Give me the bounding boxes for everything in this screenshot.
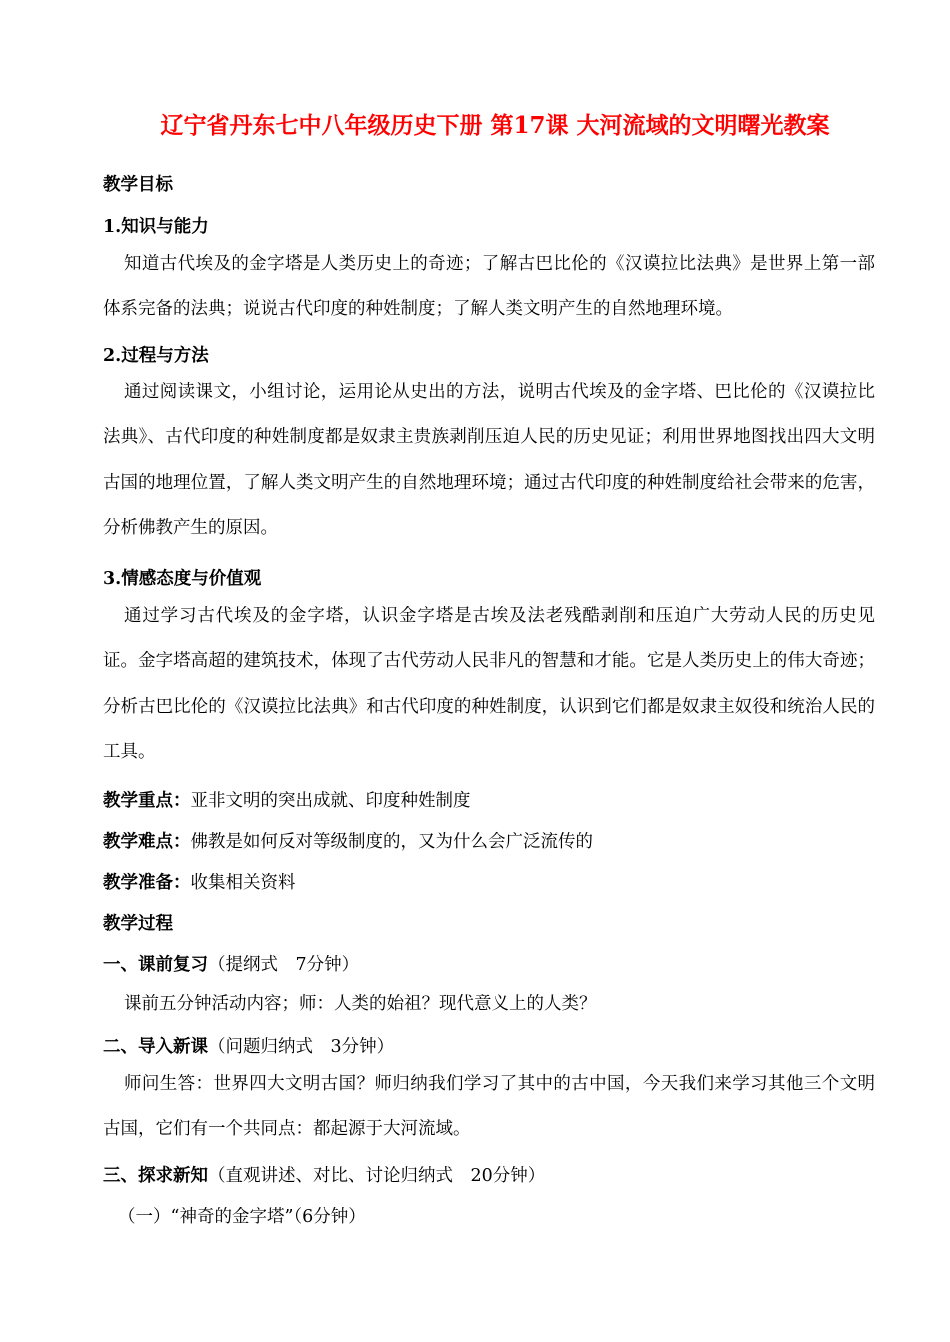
step2-heading bbox=[103, 1033, 394, 1058]
step3-note: （直观讲述、对比、讨论归纳式 20分钟） bbox=[208, 1166, 546, 1186]
step1-label: 一、课前复习 bbox=[103, 955, 208, 975]
step2-note: （问题归纳式 3分钟） bbox=[208, 1037, 395, 1057]
objectives-heading: 教学目标 bbox=[103, 175, 173, 195]
subsection-1-heading: （一）“神奇的金字塔”（6分钟） bbox=[118, 1207, 366, 1227]
step3-label: 三、探求新知 bbox=[103, 1166, 208, 1186]
step1-text: 课前五分钟活动内容；师：人类的始祖？现代意义上的人类？ bbox=[124, 994, 597, 1014]
step1-heading bbox=[103, 951, 359, 976]
process-text: 通过阅读课文，小组讨论，运用论从史出的方法，说明古代埃及的金字塔、巴比伦的《汉谟拉比法典》、古代印度的种姓制度都是奴隶主贵族剥削压迫人民的历史见证；利用世界地图找出四大文明古国的地理位置，了解人类文明产生的自然地理环境；通过古代印度的种姓制度给社会带来的危害，分析佛教产生的原因。 bbox=[103, 382, 875, 538]
preparation-label: 教学准备： bbox=[103, 873, 191, 893]
document-title: 辽宁省丹东七中八年级历史下册 第17课 大河流域的文明曙光教案 bbox=[160, 112, 830, 139]
step1-note: （提纲式 7分钟） bbox=[208, 955, 360, 975]
step2-text: 师问生答：世界四大文明古国？师归纳我们学习了其中的古中国，今天我们来学习其他三个文明古国，它们有一个共同点：都起源于大河流域。 bbox=[103, 1074, 875, 1140]
key-point bbox=[103, 787, 471, 812]
preparation-text: 收集相关资料 bbox=[190, 873, 296, 893]
difficulty-label: 教学难点： bbox=[103, 832, 191, 852]
preparation bbox=[103, 869, 296, 894]
difficulty-text: 佛教是如何反对等级制度的，又为什么会广泛流传的 bbox=[190, 832, 593, 852]
step2-label: 二、导入新课 bbox=[103, 1037, 208, 1057]
emotion-heading: 3.情感态度与价值观 bbox=[103, 569, 262, 589]
procedure-heading: 教学过程 bbox=[103, 914, 173, 934]
step3-heading bbox=[103, 1162, 545, 1187]
process-heading: 2.过程与方法 bbox=[103, 346, 209, 366]
emotion-text: 通过学习古代埃及的金字塔，认识金字塔是古埃及法老残酷剥削和压迫广大劳动人民的历史见证。金字塔高超的建筑技术，体现了古代劳动人民非凡的智慧和才能。它是人类历史上的伟大奇迹；分析古巴比伦的《汉谟拉比法典》和古代印度的种姓制度，认识到它们都是奴隶主奴役和统治人民的工具。 bbox=[103, 606, 875, 762]
key-point-text: 亚非文明的突出成就、印度种姓制度 bbox=[190, 791, 471, 811]
knowledge-heading: 1.知识与能力 bbox=[103, 217, 209, 237]
knowledge-text: 知道古代埃及的金字塔是人类历史上的奇迹；了解古巴比伦的《汉谟拉比法典》是世界上第一部体系完备的法典；说说古代印度的种姓制度；了解人类文明产生的自然地理环境。 bbox=[103, 254, 875, 320]
key-point-label: 教学重点： bbox=[103, 791, 191, 811]
difficulty bbox=[103, 828, 593, 853]
